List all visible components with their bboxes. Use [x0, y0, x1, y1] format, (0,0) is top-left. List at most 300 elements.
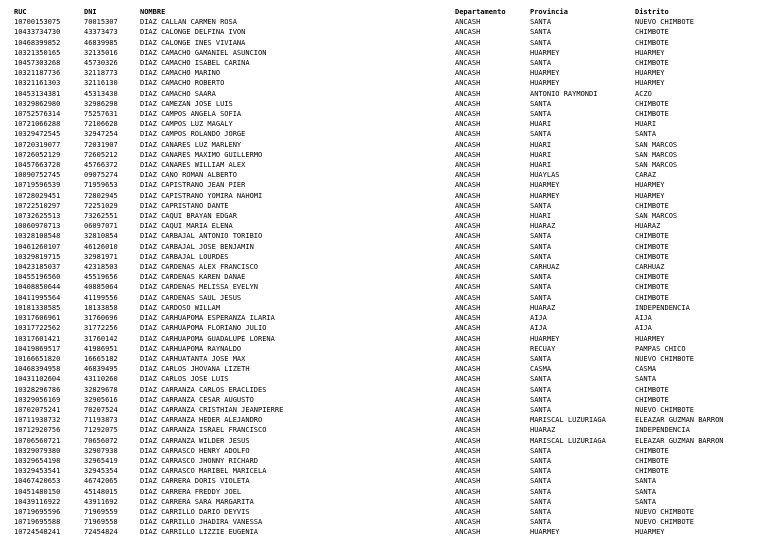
- table-cell: SANTA: [530, 28, 552, 37]
- table-cell: 31772256: [84, 324, 118, 333]
- table-cell: ANCASH: [455, 293, 481, 302]
- table-cell: 10439116922: [14, 497, 61, 506]
- table-cell: ANCASH: [455, 283, 481, 292]
- table-cell: CHIMBOTE: [635, 28, 669, 37]
- table-cell: 10433734730: [14, 28, 61, 37]
- table-cell: DIAZ CAPISTRANO YOMIRA NAHOMI: [140, 191, 263, 200]
- table-cell: 10461260107: [14, 242, 61, 251]
- table-row: [14, 425, 768, 435]
- table-cell: ANCASH: [455, 201, 481, 210]
- table-cell: DIAZ CARHUAPOMA ESPERANZA ILARIA: [140, 314, 275, 323]
- table-cell: ANCASH: [455, 120, 481, 129]
- table-row: [14, 221, 768, 231]
- table-cell: DIAZ CALONGE DELFINA IVON: [140, 28, 246, 37]
- table-cell: 71959653: [84, 181, 118, 190]
- table-cell: 31760142: [84, 334, 118, 343]
- table-cell: HUAYLAS: [530, 171, 560, 180]
- table-cell: DIAZ CARHUAPOMA RAYNALDO: [140, 344, 242, 353]
- table-row: [14, 517, 768, 527]
- table-cell: 70656072: [84, 436, 118, 445]
- table-cell: 10317601421: [14, 334, 61, 343]
- table-cell: DIAZ CANO ROMAN ALBERTO: [140, 171, 237, 180]
- table-cell: 10321161303: [14, 79, 61, 88]
- table-cell: 41986951: [84, 344, 118, 353]
- table-cell: 10317722562: [14, 324, 61, 333]
- table-cell: 72106628: [84, 120, 118, 129]
- table-body: [14, 17, 768, 537]
- table-cell: 71292075: [84, 426, 118, 435]
- table-cell: 32116130: [84, 79, 118, 88]
- table-cell: ELEAZAR GUZMAN BARRON: [635, 436, 724, 445]
- table-cell: MARISCAL LUZURIAGA: [530, 416, 606, 425]
- table-cell: 32947254: [84, 130, 118, 139]
- table-cell: 43373473: [84, 28, 118, 37]
- table-cell: 10721066288: [14, 120, 61, 129]
- table-row: [14, 303, 768, 313]
- table-cell: HUARMEY: [530, 528, 560, 537]
- table-cell: 32905616: [84, 395, 118, 404]
- table-cell: HUARI: [530, 140, 552, 149]
- table-cell: 45313438: [84, 89, 118, 98]
- table-cell: HUARI: [530, 212, 552, 221]
- table-row: [14, 150, 768, 160]
- table-cell: 10752576314: [14, 110, 61, 119]
- table-cell: ANCASH: [455, 232, 481, 241]
- table-cell: DIAZ CARRERA DORIS VIOLETA: [140, 477, 250, 486]
- table-cell: 10408850644: [14, 283, 61, 292]
- table-cell: DIAZ CARRANZA ISRAEL FRANCISCO: [140, 426, 267, 435]
- table-cell: 10468399852: [14, 38, 61, 47]
- table-cell: ANCASH: [455, 110, 481, 119]
- table-cell: ACZO: [635, 89, 652, 98]
- table-cell: SANTA: [530, 130, 552, 139]
- table-cell: SANTA: [530, 59, 552, 68]
- table-cell: 10328296786: [14, 385, 61, 394]
- table-cell: HUARMEY: [635, 181, 665, 190]
- table-cell: CHIMBOTE: [635, 242, 669, 251]
- table-cell: ANCASH: [455, 48, 481, 57]
- table-row: [14, 527, 768, 537]
- table-cell: 10329819715: [14, 252, 61, 261]
- table-cell: DIAZ CARDENAS KAREN DANAE: [140, 273, 246, 282]
- table-cell: ANCASH: [455, 161, 481, 170]
- table-cell: CHIMBOTE: [635, 201, 669, 210]
- table-cell: NUEVO CHIMBOTE: [635, 518, 695, 527]
- table-cell: SANTA: [530, 497, 552, 506]
- column-header-distrito: Distrito: [635, 8, 669, 16]
- table-cell: 10457303268: [14, 59, 61, 68]
- table-cell: ANCASH: [455, 89, 481, 98]
- table-cell: DIAZ CALONGE INES VIVIANA: [140, 38, 246, 47]
- table-cell: SANTA: [635, 477, 657, 486]
- table-cell: 10060970713: [14, 222, 61, 231]
- table-cell: HUARAZ: [635, 222, 661, 231]
- table-cell: ANCASH: [455, 426, 481, 435]
- table-cell: 10329654198: [14, 456, 61, 465]
- table-cell: 10728029451: [14, 191, 61, 200]
- table-cell: 10321350165: [14, 48, 61, 57]
- table-cell: SANTA: [530, 518, 552, 527]
- table-row: [14, 385, 768, 395]
- table-cell: DIAZ CARRERA FREDDY JOEL: [140, 487, 242, 496]
- table-cell: 45730326: [84, 59, 118, 68]
- table-cell: HUARAZ: [530, 426, 556, 435]
- table-row: [14, 231, 768, 241]
- table-cell: 32981971: [84, 252, 118, 261]
- table-cell: ANCASH: [455, 263, 481, 272]
- table-cell: SANTA: [530, 99, 552, 108]
- table-row: [14, 201, 768, 211]
- table-cell: SAN MARCOS: [635, 161, 678, 170]
- table-cell: HUARMEY: [530, 191, 560, 200]
- table-row: [14, 252, 768, 262]
- table-cell: ANCASH: [455, 222, 481, 231]
- table-cell: 32965419: [84, 456, 118, 465]
- table-cell: HUARMEY: [635, 69, 665, 78]
- table-cell: 70207524: [84, 405, 118, 414]
- table-cell: ANCASH: [455, 467, 481, 476]
- table-row: [14, 180, 768, 190]
- table-row: [14, 507, 768, 517]
- table-cell: 10328108548: [14, 232, 61, 241]
- table-cell: 46742065: [84, 477, 118, 486]
- table-cell: 10451480150: [14, 487, 61, 496]
- table-cell: DIAZ CARHUAPOMA FLORIANO JULIO: [140, 324, 267, 333]
- table-row: [14, 374, 768, 384]
- table-cell: DIAZ CANARES LUZ MARLENY: [140, 140, 242, 149]
- table-cell: CARHUAZ: [530, 263, 560, 272]
- table-cell: DIAZ CARDENAS ALEX FRANCISCO: [140, 263, 259, 272]
- table-cell: ANCASH: [455, 344, 481, 353]
- table-cell: DIAZ CARRILLO LIZZIE EUGENIA: [140, 528, 259, 537]
- table-cell: 10419869517: [14, 344, 61, 353]
- table-row: [14, 466, 768, 476]
- table-cell: 46839985: [84, 38, 118, 47]
- table-cell: 10719695588: [14, 518, 61, 527]
- table-cell: 32810854: [84, 232, 118, 241]
- table-cell: ANCASH: [455, 354, 481, 363]
- table-cell: SANTA: [635, 375, 657, 384]
- table-cell: 10321187736: [14, 69, 61, 78]
- table-cell: DIAZ CARRASCO MARIBEL MARICELA: [140, 467, 267, 476]
- table-cell: SANTA: [635, 487, 657, 496]
- table-cell: SANTA: [530, 242, 552, 251]
- table-cell: ANCASH: [455, 446, 481, 455]
- table-cell: 72802945: [84, 191, 118, 200]
- table-cell: 10329862980: [14, 99, 61, 108]
- table-cell: HUARMEY: [530, 79, 560, 88]
- table-cell: 43110260: [84, 375, 118, 384]
- table-cell: 32829678: [84, 385, 118, 394]
- table-cell: 45519656: [84, 273, 118, 282]
- table-cell: ANTONIO RAYMONDI: [530, 89, 598, 98]
- table-cell: HUARMEY: [530, 181, 560, 190]
- table-cell: HUARMEY: [530, 69, 560, 78]
- table-cell: HUARMEY: [635, 79, 665, 88]
- table-cell: ANCASH: [455, 395, 481, 404]
- table-cell: HUARAZ: [530, 222, 556, 231]
- table-cell: 72251029: [84, 201, 118, 210]
- table-cell: SANTA: [530, 18, 552, 27]
- table-row: [14, 160, 768, 170]
- table-cell: DIAZ CAMPOS ANGELA SOFIA: [140, 110, 242, 119]
- table-cell: DIAZ CARBAJAL JOSE BENJAMIN: [140, 242, 254, 251]
- table-cell: SANTA: [530, 252, 552, 261]
- table-cell: ANCASH: [455, 28, 481, 37]
- table-row: [14, 313, 768, 323]
- table-cell: CHIMBOTE: [635, 293, 669, 302]
- table-cell: ANCASH: [455, 171, 481, 180]
- table-cell: 41199556: [84, 293, 118, 302]
- table-cell: ANCASH: [455, 487, 481, 496]
- table-cell: HUARI: [530, 161, 552, 170]
- table-cell: DIAZ CARRANZA WILDER JESUS: [140, 436, 250, 445]
- table-cell: AIJA: [635, 314, 652, 323]
- table-cell: SANTA: [530, 232, 552, 241]
- table-cell: SANTA: [530, 293, 552, 302]
- table-cell: ANCASH: [455, 181, 481, 190]
- table-cell: 10712920756: [14, 426, 61, 435]
- table-cell: DIAZ CARRANZA CARLOS ERACLIDES: [140, 385, 267, 394]
- table-cell: ANCASH: [455, 150, 481, 159]
- table-cell: 32907938: [84, 446, 118, 455]
- table-cell: 10467420653: [14, 477, 61, 486]
- table-cell: INDEPENDENCIA: [635, 303, 690, 312]
- table-cell: 71969558: [84, 518, 118, 527]
- table-cell: 43911692: [84, 497, 118, 506]
- table-cell: DIAZ CARRANZA HEDER ALEJANDRO: [140, 416, 263, 425]
- table-cell: SANTA: [530, 467, 552, 476]
- table-cell: SANTA: [530, 201, 552, 210]
- table-cell: 71969559: [84, 507, 118, 516]
- table-cell: DIAZ CARRERA SARA MARGARITA: [140, 497, 254, 506]
- table-cell: 10090752745: [14, 171, 61, 180]
- table-cell: 75257631: [84, 110, 118, 119]
- table-cell: 10700153075: [14, 18, 61, 27]
- table-cell: SAN MARCOS: [635, 140, 678, 149]
- table-cell: DIAZ CANARES MAXIMO GUILLERMO: [140, 150, 263, 159]
- table-cell: 31760696: [84, 314, 118, 323]
- table-cell: SANTA: [530, 507, 552, 516]
- table-cell: ANCASH: [455, 59, 481, 68]
- table-header-row: [14, 7, 768, 17]
- table-row: [14, 364, 768, 374]
- table-cell: SANTA: [530, 354, 552, 363]
- table-cell: SAN MARCOS: [635, 150, 678, 159]
- table-cell: ANCASH: [455, 507, 481, 516]
- table-cell: CASMA: [530, 365, 552, 374]
- table-cell: AIJA: [635, 324, 652, 333]
- table-cell: DIAZ CARHUAPOMA GUADALUPE LORENA: [140, 334, 275, 343]
- table-cell: DIAZ CARRILLO JHADIRA VANESSA: [140, 518, 263, 527]
- table-row: [14, 395, 768, 405]
- table-cell: ANCASH: [455, 528, 481, 537]
- table-cell: HUARI: [530, 150, 552, 159]
- table-cell: 10732625513: [14, 212, 61, 221]
- table-cell: CARAZ: [635, 171, 657, 180]
- table-cell: CHIMBOTE: [635, 252, 669, 261]
- table-cell: DIAZ CAPISTRANO JEAN PIER: [140, 181, 246, 190]
- table-cell: CHIMBOTE: [635, 99, 669, 108]
- table-cell: 32118773: [84, 69, 118, 78]
- table-cell: 72605212: [84, 150, 118, 159]
- table-row: [14, 415, 768, 425]
- table-row: [14, 109, 768, 119]
- table-cell: AIJA: [530, 314, 547, 323]
- table-cell: SANTA: [530, 446, 552, 455]
- table-cell: 71193873: [84, 416, 118, 425]
- table-cell: DIAZ CALLAN CARMEN ROSA: [140, 18, 237, 27]
- table-cell: 10720319077: [14, 140, 61, 149]
- table-cell: SANTA: [530, 38, 552, 47]
- table-cell: DIAZ CARLOS JOSE LUIS: [140, 375, 229, 384]
- table-cell: ANCASH: [455, 385, 481, 394]
- table-row: [14, 27, 768, 37]
- table-cell: CHIMBOTE: [635, 232, 669, 241]
- table-cell: MARISCAL LUZURIAGA: [530, 436, 606, 445]
- table-row: [14, 344, 768, 354]
- table-cell: DIAZ CAMACHO GAMANIEL ASUNCION: [140, 48, 267, 57]
- table-cell: SANTA: [530, 477, 552, 486]
- table-cell: ANCASH: [455, 405, 481, 414]
- table-row: [14, 89, 768, 99]
- table-cell: PAMPAS CHICO: [635, 344, 686, 353]
- table-cell: ANCASH: [455, 99, 481, 108]
- table-cell: 10706560721: [14, 436, 61, 445]
- table-row: [14, 497, 768, 507]
- table-cell: CHIMBOTE: [635, 467, 669, 476]
- table-cell: AIJA: [530, 324, 547, 333]
- column-header-nombre: NOMBRE: [140, 8, 166, 16]
- table-cell: SANTA: [530, 273, 552, 282]
- table-cell: ANCASH: [455, 191, 481, 200]
- table-row: [14, 456, 768, 466]
- table-cell: ELEAZAR GUZMAN BARRON: [635, 416, 724, 425]
- table-cell: 16665182: [84, 354, 118, 363]
- table-cell: ANCASH: [455, 69, 481, 78]
- table-cell: 45766372: [84, 161, 118, 170]
- table-cell: HUARMEY: [635, 191, 665, 200]
- table-cell: 09075274: [84, 171, 118, 180]
- table-cell: SANTA: [635, 130, 657, 139]
- table-cell: HUARI: [530, 120, 552, 129]
- table-cell: DIAZ CARRANZA CESAR AUGUSTO: [140, 395, 254, 404]
- table-cell: 32986298: [84, 99, 118, 108]
- table-cell: NUEVO CHIMBOTE: [635, 507, 695, 516]
- table-cell: DIAZ CARBAJAL ANTONIO TORIBIO: [140, 232, 263, 241]
- table-cell: ANCASH: [455, 18, 481, 27]
- table-row: [14, 323, 768, 333]
- table-row: [14, 476, 768, 486]
- table-cell: 18133858: [84, 303, 118, 312]
- table-cell: SAN MARCOS: [635, 212, 678, 221]
- table-cell: ANCASH: [455, 303, 481, 312]
- table-cell: 10726052129: [14, 150, 61, 159]
- table-cell: 42318503: [84, 263, 118, 272]
- table-cell: DIAZ CAQUI MARIA ELENA: [140, 222, 233, 231]
- column-header-ruc: RUC: [14, 8, 27, 16]
- table-cell: ANCASH: [455, 242, 481, 251]
- table-cell: DIAZ CAMACHO MARINO: [140, 69, 221, 78]
- table-row: [14, 405, 768, 415]
- table-row: [14, 17, 768, 27]
- table-row: [14, 487, 768, 497]
- table-cell: 10431102604: [14, 375, 61, 384]
- table-cell: 73262551: [84, 212, 118, 221]
- table-cell: 46839495: [84, 365, 118, 374]
- table-row: [14, 119, 768, 129]
- table-cell: HUARMEY: [530, 48, 560, 57]
- table-cell: SANTA: [530, 385, 552, 394]
- table-row: [14, 293, 768, 303]
- table-cell: ANCASH: [455, 456, 481, 465]
- table-cell: DIAZ CAMACHO ISABEL CARINA: [140, 59, 250, 68]
- table-cell: HUARMEY: [635, 334, 665, 343]
- table-cell: 32945354: [84, 467, 118, 476]
- table-cell: CARHUAZ: [635, 263, 665, 272]
- table-cell: INDEPENDENCIA: [635, 426, 690, 435]
- table-cell: 10702075241: [14, 405, 61, 414]
- table-cell: DIAZ CAQUI BRAYAN EDGAR: [140, 212, 237, 221]
- table-cell: 06097071: [84, 222, 118, 231]
- table-row: [14, 78, 768, 88]
- table-cell: 40885064: [84, 283, 118, 292]
- table-cell: 45148015: [84, 487, 118, 496]
- table-cell: HUARMEY: [635, 528, 665, 537]
- table-cell: DIAZ CAPRISTANO DANTE: [140, 201, 229, 210]
- table-row: [14, 211, 768, 221]
- table-cell: ANCASH: [455, 79, 481, 88]
- table-cell: 10455196560: [14, 273, 61, 282]
- table-cell: NUEVO CHIMBOTE: [635, 354, 695, 363]
- table-row: [14, 334, 768, 344]
- table-cell: 10724548241: [14, 528, 61, 537]
- table-cell: 10329056169: [14, 395, 61, 404]
- table-cell: DIAZ CAMPOS LUZ MAGALY: [140, 120, 233, 129]
- table-cell: DIAZ CARRANZA CRISTHIAN JEANPIERRE: [140, 405, 284, 414]
- table-cell: SANTA: [530, 375, 552, 384]
- table-cell: ANCASH: [455, 365, 481, 374]
- table-cell: SANTA: [635, 497, 657, 506]
- table-cell: ANCASH: [455, 252, 481, 261]
- table-cell: HUARMEY: [530, 334, 560, 343]
- table-cell: 10423185037: [14, 263, 61, 272]
- table-row: [14, 282, 768, 292]
- column-header-provincia: Provincia: [530, 8, 568, 16]
- table-cell: ANCASH: [455, 436, 481, 445]
- table-cell: 10453134381: [14, 89, 61, 98]
- table-cell: ANCASH: [455, 334, 481, 343]
- table-cell: SANTA: [530, 456, 552, 465]
- table-cell: DIAZ CARDOSO WILLAM: [140, 303, 221, 312]
- table-cell: ANCASH: [455, 314, 481, 323]
- table-cell: 10166651820: [14, 354, 61, 363]
- table-cell: 32135016: [84, 48, 118, 57]
- table-cell: DIAZ CAMPOS ROLANDO JORGE: [140, 130, 246, 139]
- table-cell: 10468394958: [14, 365, 61, 374]
- table-row: [14, 436, 768, 446]
- table-row: [14, 191, 768, 201]
- table-cell: DIAZ CARBAJAL LOURDES: [140, 252, 229, 261]
- table-cell: NUEVO CHIMBOTE: [635, 18, 695, 27]
- table-cell: 10411995564: [14, 293, 61, 302]
- table-cell: ANCASH: [455, 375, 481, 384]
- table-cell: 10181338585: [14, 303, 61, 312]
- table-cell: ANCASH: [455, 497, 481, 506]
- table-cell: CHIMBOTE: [635, 110, 669, 119]
- column-header-departamento: Departamento: [455, 8, 506, 16]
- table-cell: ANCASH: [455, 38, 481, 47]
